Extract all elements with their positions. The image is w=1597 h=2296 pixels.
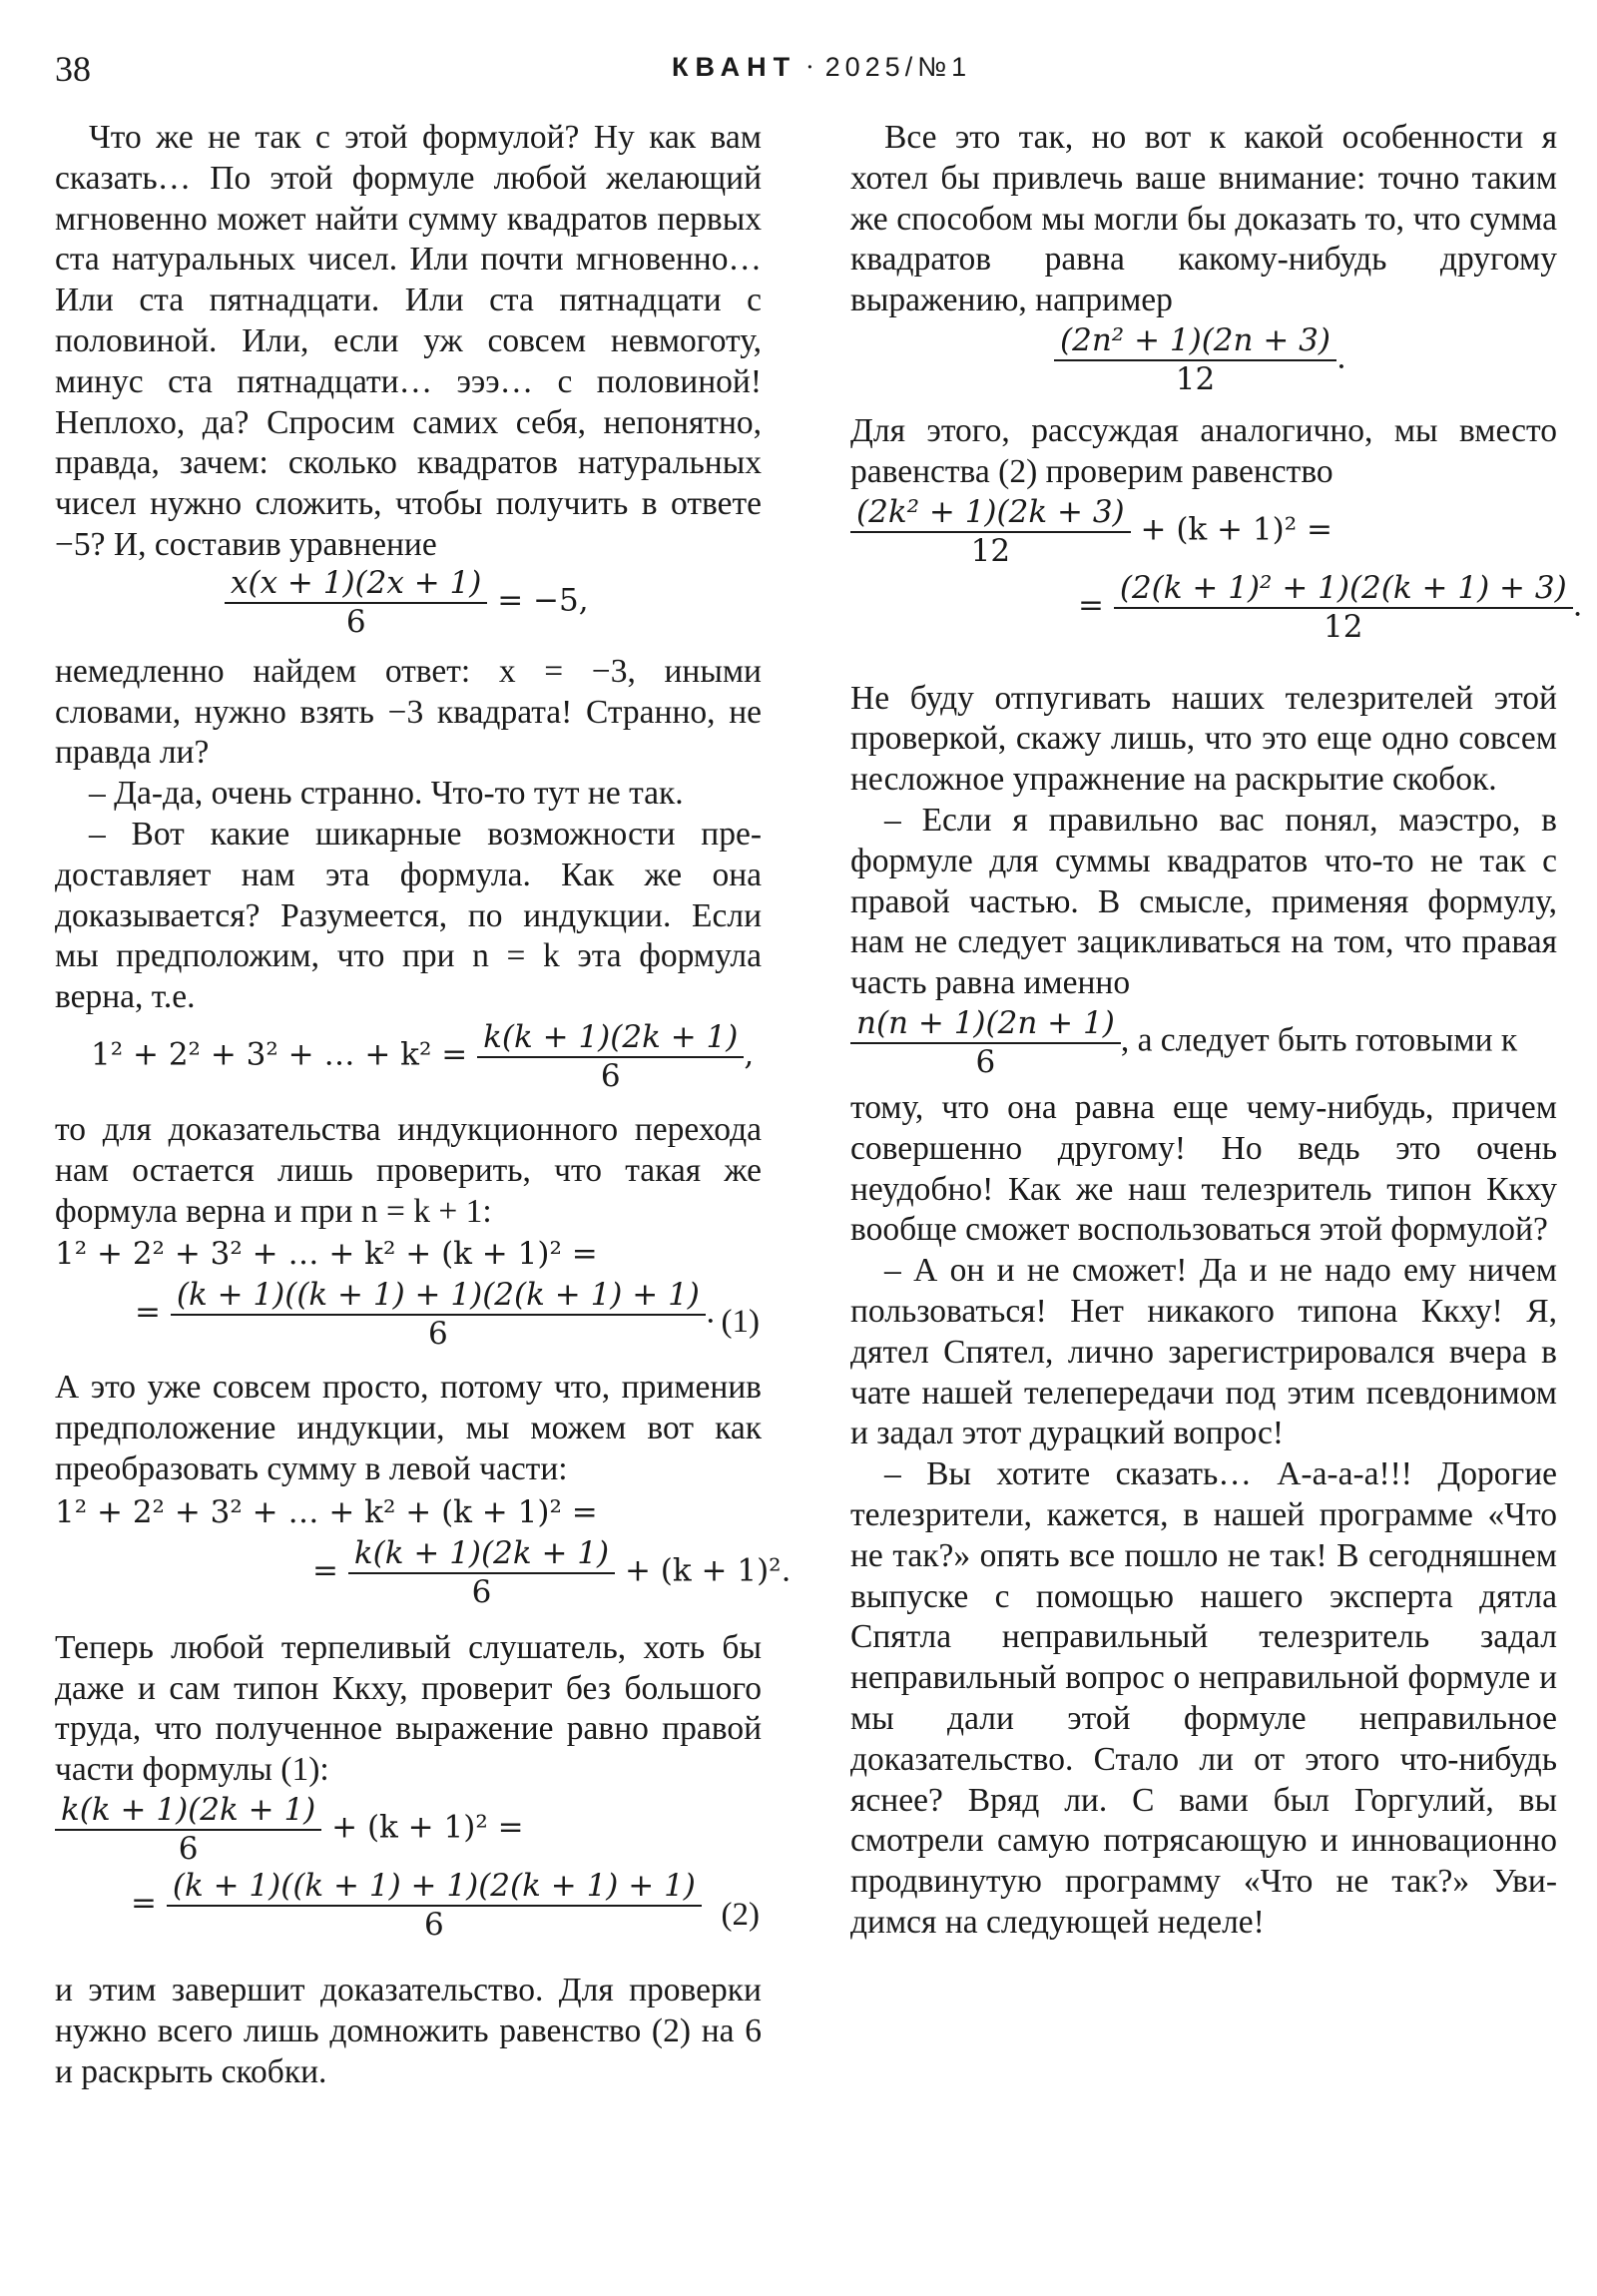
fraction (477, 1018, 744, 1094)
equation-number: (1) (721, 1304, 760, 1341)
fraction (850, 1004, 1121, 1080)
equation-middle: + (k + 1)² = (331, 1809, 524, 1846)
equation-middle: + (k + 1)² = (1140, 511, 1332, 548)
fraction (348, 1534, 615, 1610)
paragraph: Теперь любой терпеливый слушатель, хоть бы даже и сам типон Ккху, проверит без большого труда, что полученное выражение равно правой части формулы (1): (55, 1628, 762, 1789)
equation-lhs: 1² + 2² + 3² + … + k² + (k + 1)² = (55, 1236, 598, 1273)
equation-tail: , (744, 1036, 755, 1073)
denominator: 6 (428, 1316, 448, 1353)
equation-lhs: 1² + 2² + 3² + … + k² + (k + 1)² = (55, 1493, 598, 1530)
fraction (225, 564, 487, 640)
equation-tail: . (1572, 587, 1583, 624)
paragraph: Все это так, но вот к какой особенности я хотел бы привлечь ваше внимание: точно таким же способом мы могли бы доказать то, что сумма квадратов равна какому-нибудь другому выражению, например (850, 119, 1557, 319)
formula-2 (55, 1791, 762, 1971)
paragraph: и этим завершит доказательство. Для проверки нужно всего лишь домножить равенство (2) на 6 и раскрыть скобки. (55, 1971, 762, 2090)
fraction (1114, 569, 1573, 645)
denominator: 12 (970, 532, 1011, 569)
denominator: 12 (1175, 360, 1216, 397)
formula-induction-hypothesis (55, 1018, 762, 1110)
equation-prefix: = (135, 1294, 161, 1331)
formula-alternative-check (850, 493, 1583, 679)
paragraph: А это уже совсем просто, потому что, применив предположение индукции, мы можем вот как преобразовать сумму в левой части: (55, 1369, 762, 1487)
numerator: (k + 1)((k + 1) + 1)(2(k + 1) + 1) (176, 1277, 700, 1314)
page-header (55, 48, 1542, 88)
numerator: k(k + 1)(2k + 1) (61, 1791, 316, 1828)
denominator: 6 (600, 1057, 621, 1094)
paragraph: – Вот какие шикарные возможности предоставляет нам эта формула. Как же она доказывается? Разумеется, по индукции. Если мы предположим, что при n = k эта формула верна, т.е. (55, 815, 762, 1016)
left-column (55, 118, 792, 2092)
paragraph: немедленно найдем ответ: x = −3, иными словами, нужно взять −3 квадрата! Странно, не правда ли? (55, 652, 762, 772)
equation-prefix: = (1078, 587, 1104, 624)
numerator: (k + 1)((k + 1) + 1)(2(k + 1) + 1) (172, 1867, 696, 1904)
fraction (171, 1276, 706, 1352)
denominator: 6 (178, 1830, 199, 1867)
fraction (167, 1867, 702, 1943)
denominator: 12 (1324, 608, 1363, 645)
paragraph: то для доказательства индукционного перехода нам остается лишь проверить, что такая же формула верна и при n = k + 1: (55, 1110, 762, 1230)
fraction (55, 1791, 321, 1867)
page-number: 38 (55, 49, 91, 89)
equation-tail: . (1336, 339, 1346, 376)
formula-1 (55, 1232, 762, 1368)
fraction (850, 493, 1131, 569)
numerator: n(n + 1)(2n + 1) (856, 1004, 1115, 1041)
paragraph: – Если я правильно вас понял, маэстро, в формуле для суммы квадратов что-то не так с правой частью. В смысле, применяя формулу, нам не следует зацикливаться на том, что правая часть равна именно (850, 801, 1557, 1002)
paragraph: Для этого, рассуждая аналогично, мы вместо равенства (2) проверим равенство (850, 411, 1557, 490)
header-separator: · (804, 52, 816, 82)
equation-tail: . (705, 1294, 716, 1331)
numerator: k(k + 1)(2k + 1) (353, 1534, 610, 1571)
equation-tail: , а следует быть готовыми к (1120, 1021, 1518, 1059)
formula-alternative (850, 321, 1557, 411)
journal-title (672, 52, 971, 83)
equation-number: (2) (721, 1896, 760, 1933)
denominator: 6 (345, 603, 366, 640)
formula-equation (55, 564, 762, 652)
formula-sum-transform (55, 1490, 792, 1628)
right-column (850, 118, 1583, 1944)
equation-tail: + (k + 1)². (624, 1552, 792, 1589)
denominator: 6 (975, 1043, 996, 1080)
journal-name: КВАНТ (672, 52, 798, 82)
paragraph: – А он и не сможет! Да и не надо ему ничем пользоваться! Нет никакого типона Ккху! Я, дятел Спятел, лично зарегистрировался вчера в чате нашей телепередачи под этим псевдонимом и задал этот дурацкий вопрос! (850, 1252, 1557, 1452)
numerator: (2(k + 1)² + 1)(2(k + 1) + 3) (1119, 569, 1567, 606)
equation-lhs: 1² + 2² + 3² + … + k² = (91, 1036, 468, 1073)
paragraph: – Вы хотите сказать… А-а-а-а!!! Дорогие телезрители, кажется, в нашей программе «Что не так?» опять все пошло не так! В сегодняшнем выпуске с помощью нашего эксперта дятла Спятла неправильный телезритель задал неправильный вопрос о неправильной формуле и мы дали этой формуле неправильное доказательство. Стало ли от этого что-нибудь яснее? Вряд ли. С вами был Горгулий, вы смотрели самую потрясающую и инновационно продвинутую программу «Что не так?» Увидимся на следующей неделе! (850, 1455, 1557, 1941)
paragraph: тому, что она равна еще чему-нибудь, причем совершенно другому! Но ведь это очень неудобно! Как же наш телезритель типон Ккху вообще сможет воспользоваться этой формулой? (850, 1088, 1557, 1249)
paragraph: Не буду отпугивать наших телезрителей этой проверкой, скажу лишь, что это еще одно совсем несложное упражнение на раскрытие скобок. (850, 679, 1557, 799)
issue-number: 2025/№1 (824, 52, 972, 82)
numerator: (2k² + 1)(2k + 3) (856, 493, 1125, 530)
formula-inline-rhs (850, 1004, 1557, 1088)
paragraph: – Да-да, очень странно. Что-то тут не так. (89, 775, 684, 813)
denominator: 6 (471, 1573, 492, 1610)
equation-prefix: = (131, 1885, 157, 1922)
paragraph: Что же не так с этой формулой? Ну как вам сказать… По этой формуле любой желающий мгновенно может найти сумму квадратов первых ста натуральных чисел. Или почти мгновенно… Или ста пятнадцати. Или ста пятнадцати с половиной. Или, если уж совсем невмоготу, минус ста пятнадцати… эээ… с половиной! Неплохо, да? Спросим самих себя, непонятно, правда, зачем: сколько квадратов натуральных чисел нужно сложить, чтобы получить в ответе −5? И, составив уравнение (55, 119, 762, 563)
equation-rhs: = −5, (497, 582, 589, 619)
numerator: x(x + 1)(2x + 1) (231, 564, 482, 601)
fraction (1054, 321, 1336, 397)
numerator: k(k + 1)(2k + 1) (483, 1018, 739, 1055)
denominator: 6 (424, 1906, 444, 1943)
numerator: (2n² + 1)(2n + 3) (1060, 321, 1331, 358)
equation-prefix: = (312, 1552, 338, 1589)
